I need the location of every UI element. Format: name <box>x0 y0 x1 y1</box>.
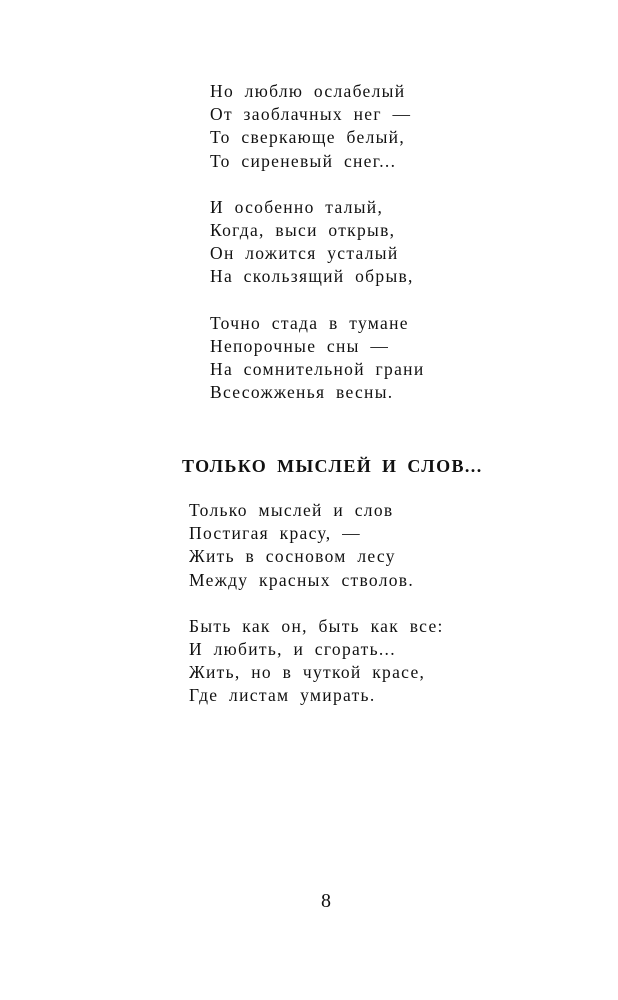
verse-line: Всесожженья весны. <box>210 382 394 403</box>
poem-title: ТОЛЬКО МЫСЛЕЙ И СЛОВ... <box>182 456 483 476</box>
poem-body <box>189 499 444 708</box>
verse-line: Между красных стволов. <box>189 569 415 590</box>
verse-line: То сверкающе белый, <box>210 127 406 148</box>
stanza-1 <box>210 80 424 173</box>
stanza-3 <box>210 312 424 405</box>
stanza-2 <box>189 615 444 708</box>
verse-line: Только мыслей и слов <box>189 500 394 520</box>
stanza-2 <box>210 196 424 289</box>
poem-continuation <box>210 80 424 404</box>
verse-line: От заоблачных нег — <box>210 104 412 125</box>
verse-line: Когда, выси открыв, <box>210 220 396 241</box>
verse-line: На скользящий обрыв, <box>210 266 414 287</box>
verse-line: То сиреневый снег... <box>210 150 397 171</box>
verse-line: Точно стада в тумане <box>210 312 409 333</box>
verse-line: Непорочные сны — <box>210 335 390 356</box>
verse-line: Но люблю ослабелый <box>210 81 406 101</box>
verse-line: Он ложится усталый <box>210 243 399 264</box>
verse-line: И особенно талый, <box>210 196 384 217</box>
verse-line: Постигая красу, — <box>189 523 361 544</box>
page-number: 8 <box>321 890 331 912</box>
verse-line: Жить в сосновом лесу <box>189 546 396 567</box>
stanza-1 <box>189 499 444 592</box>
verse-line: На сомнительной грани <box>210 359 425 380</box>
verse-line: И любить, и сгорать... <box>189 639 396 660</box>
verse-line: Где листам умирать. <box>189 685 376 706</box>
verse-line: Жить, но в чуткой красе, <box>189 662 426 683</box>
verse-line: Быть как он, быть как все: <box>189 615 444 636</box>
